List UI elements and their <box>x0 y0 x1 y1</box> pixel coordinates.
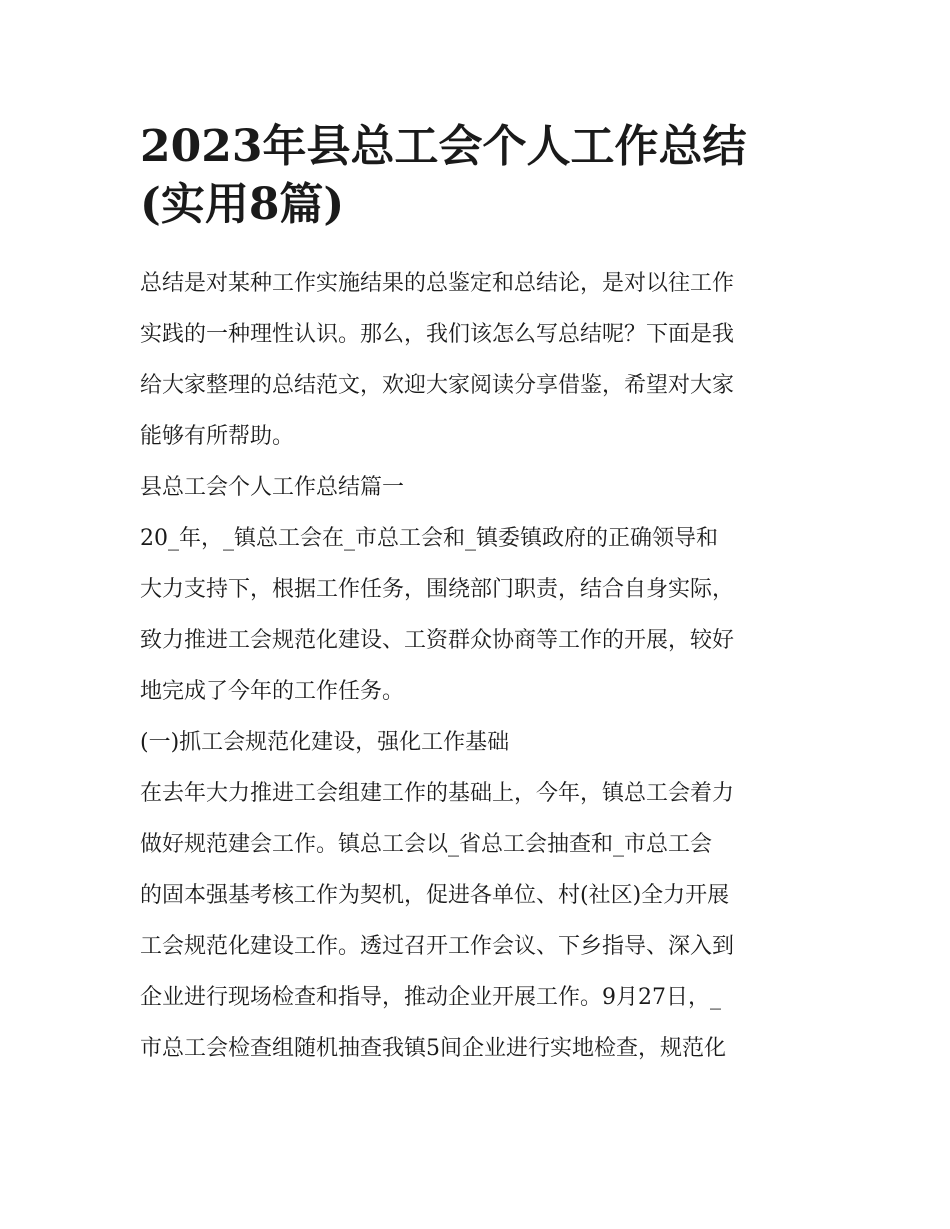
subsection-heading <box>140 717 812 768</box>
text-line: 总结是对某种工作实施结果的总鉴定和总结论，是对以往工作 <box>140 271 735 296</box>
text-line: 给大家整理的总结范文，欢迎大家阅读分享借鉴，希望对大家 <box>140 373 735 398</box>
text-line: (一)抓工会规范化建设，强化工作基础 <box>140 730 510 755</box>
text-line: 大力支持下，根据工作任务，围绕部门职责，结合自身实际， <box>140 577 735 602</box>
text-line: 的固本强基考核工作为契机，促进各单位、村(社区)全力开展 <box>140 883 730 908</box>
text-line: 做好规范建会工作。镇总工会以_省总工会抽查和_市总工会 <box>140 832 713 857</box>
body-paragraph <box>140 768 812 1074</box>
document-title <box>140 118 812 234</box>
text-line: 实践的一种理性认识。那么，我们该怎么写总结呢？下面是我 <box>140 322 735 347</box>
body-paragraph <box>140 513 812 717</box>
text-line: 在去年大力推进工会组建工作的基础上，今年，镇总工会着力 <box>140 781 735 806</box>
text-line: 市总工会检查组随机抽查我镇5间企业进行实地检查，规范化 <box>140 1036 726 1061</box>
text-line: 能够有所帮助。 <box>140 424 295 449</box>
text-line: 工会规范化建设工作。透过召开工作会议、下乡指导、深入到 <box>140 934 735 959</box>
text-line: 地完成了今年的工作任务。 <box>140 679 405 704</box>
title-line-2: (实用8篇) <box>140 179 345 230</box>
section-heading <box>140 462 812 513</box>
text-line: 县总工会个人工作总结篇一 <box>140 475 405 500</box>
intro-paragraph <box>140 258 812 462</box>
text-line: 企业进行现场检查和指导，推动企业开展工作。9月27日，_ <box>140 985 721 1010</box>
title-line-1: 2023年县总工会个人工作总结 <box>140 121 747 172</box>
text-line: 20_年，_镇总工会在_市总工会和_镇委镇政府的正确领导和 <box>140 526 718 551</box>
text-line: 致力推进工会规范化建设、工资群众协商等工作的开展，较好 <box>140 628 735 653</box>
document-content <box>140 118 812 1074</box>
